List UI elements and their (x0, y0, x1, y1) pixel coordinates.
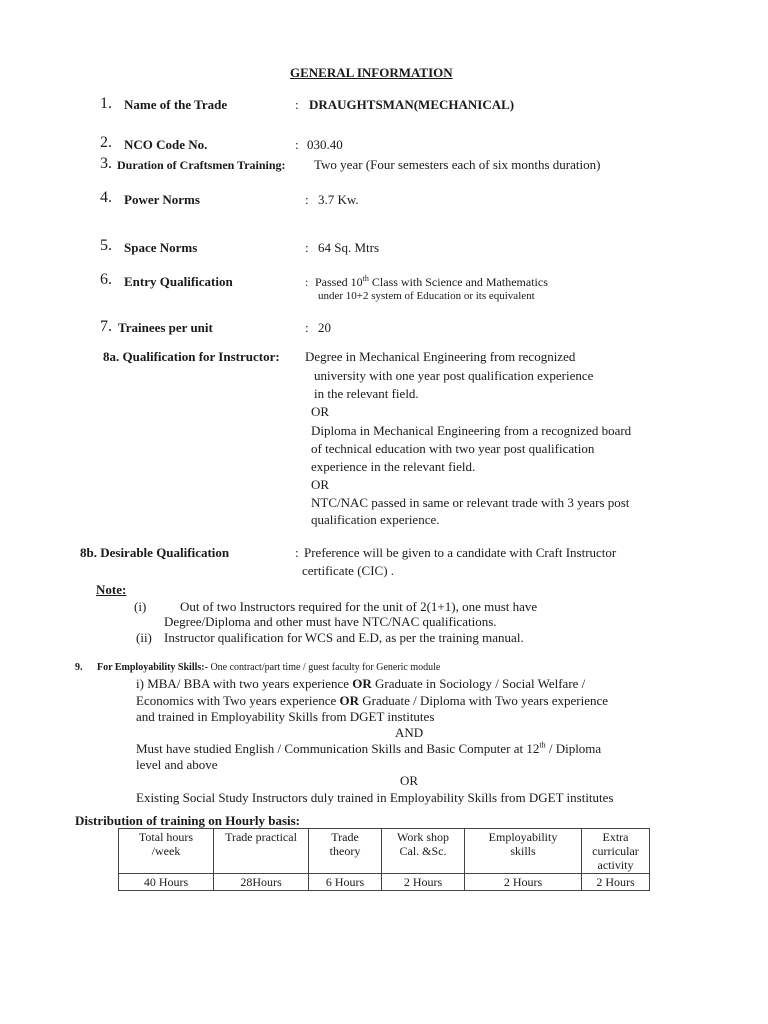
instructor-line: Degree in Mechanical Engineering from recognized (305, 349, 576, 364)
table-cell: 2 Hours (465, 874, 582, 891)
item-value: DRAUGHTSMAN(MECHANICAL) (309, 97, 515, 112)
item-value: 3.7 Kw. (318, 192, 359, 207)
note-number: (ii) (136, 630, 152, 645)
table-header-cell: Extra curricular activity (582, 829, 650, 874)
note-number: (i) (134, 599, 147, 614)
table-cell: 40 Hours (119, 874, 214, 891)
employability-line: level and above (136, 757, 218, 772)
table-row (119, 874, 650, 891)
table-cell: 2 Hours (382, 874, 465, 891)
distribution-table (118, 828, 650, 891)
instructor-line: qualification experience. (311, 512, 440, 527)
item-number: 3. (100, 155, 112, 172)
item-label: Entry Qualification (124, 274, 233, 289)
item-separator: : (295, 97, 299, 112)
employability-number: 9. (75, 662, 83, 673)
employability-line: i) MBA/ BBA with two years experience OR Graduate in Sociology / Social Welfare / (136, 676, 586, 691)
note-line: Degree/Diploma and other must have NTC/NAC qualifications. (164, 614, 497, 629)
item-label: Trainees per unit (118, 320, 213, 335)
instructor-line: university with one year post qualification experience (314, 368, 594, 383)
item-separator: : (295, 137, 299, 152)
instructor-line: of technical education with two year post qualification (311, 441, 595, 456)
item-value: 20 (318, 320, 331, 335)
note-label: Note: (96, 582, 127, 597)
item-value-continued: under 10+2 system of Education or its equivalent (318, 290, 535, 302)
distribution-title: Distribution of training on Hourly basis: (75, 813, 301, 828)
item-label: Power Norms (124, 192, 200, 207)
desirable-label: 8b. Desirable Qualification (80, 545, 230, 560)
table-header-cell: Trade practical (214, 829, 309, 874)
employability-line: Existing Social Study Instructors duly trained in Employability Skills from DGET institutes (136, 790, 614, 805)
item-label: NCO Code No. (124, 137, 208, 152)
item-label: Name of the Trade (124, 97, 228, 112)
employability-line: and trained in Employability Skills from DGET institutes (136, 709, 435, 724)
table-cell: 28Hours (214, 874, 309, 891)
item-label: Duration of Craftsmen Training: (117, 158, 286, 172)
item-separator: : (305, 192, 309, 207)
item-number: 4. (100, 189, 112, 206)
item-value: Passed 10th Class with Science and Mathematics (315, 274, 548, 289)
item-number: 7. (100, 318, 112, 335)
table-cell: 2 Hours (582, 874, 650, 891)
item-number: 5. (100, 237, 112, 254)
employability-heading: For Employability Skills:- One contract/part time / guest faculty for Generic module (97, 662, 441, 673)
item-value: Two year (Four semesters each of six months duration) (314, 157, 601, 172)
desirable-line: Preference will be given to a candidate with Craft Instructor (304, 545, 617, 560)
table-header-cell: Employability skills (465, 829, 582, 874)
table-header-cell: Trade theory (309, 829, 382, 874)
employability-line: Must have studied English / Communication Skills and Basic Computer at 12th / Diploma (136, 740, 602, 756)
item-number: 2. (100, 134, 112, 151)
item-value: 030.40 (307, 137, 343, 152)
instructor-line: experience in the relevant field. (311, 459, 476, 474)
page-heading: GENERAL INFORMATION (290, 65, 453, 80)
item-label: Space Norms (124, 240, 198, 255)
instructor-or: OR (311, 477, 330, 492)
item-number: 6. (100, 271, 112, 288)
employability-or: OR (400, 773, 419, 788)
desirable-separator: : (295, 545, 299, 560)
item-separator: : (305, 240, 309, 255)
employability-and: AND (395, 725, 424, 740)
item-value: 64 Sq. Mtrs (318, 240, 380, 255)
table-header-row (119, 829, 650, 874)
item-separator: : (305, 275, 309, 289)
note-line: Instructor qualification for WCS and E.D, as per the training manual. (164, 630, 524, 645)
employability-line: Economics with Two years experience OR Graduate / Diploma with Two years experience (136, 693, 609, 708)
item-separator: : (305, 320, 309, 335)
instructor-line: in the relevant field. (314, 386, 419, 401)
table-cell: 6 Hours (309, 874, 382, 891)
note-line: Out of two Instructors required for the unit of 2(1+1), one must have (180, 599, 538, 614)
table-header-cell: Work shop Cal. &Sc. (382, 829, 465, 874)
instructor-line: Diploma in Mechanical Engineering from a recognized board (311, 423, 632, 438)
table-header-cell: Total hours /week (119, 829, 214, 874)
item-number: 1. (100, 95, 112, 112)
instructor-line: NTC/NAC passed in same or relevant trade with 3 years post (311, 495, 630, 510)
desirable-line: certificate (CIC) . (302, 563, 395, 578)
instructor-or: OR (311, 404, 330, 419)
instructor-label: 8a. Qualification for Instructor: (103, 349, 280, 364)
